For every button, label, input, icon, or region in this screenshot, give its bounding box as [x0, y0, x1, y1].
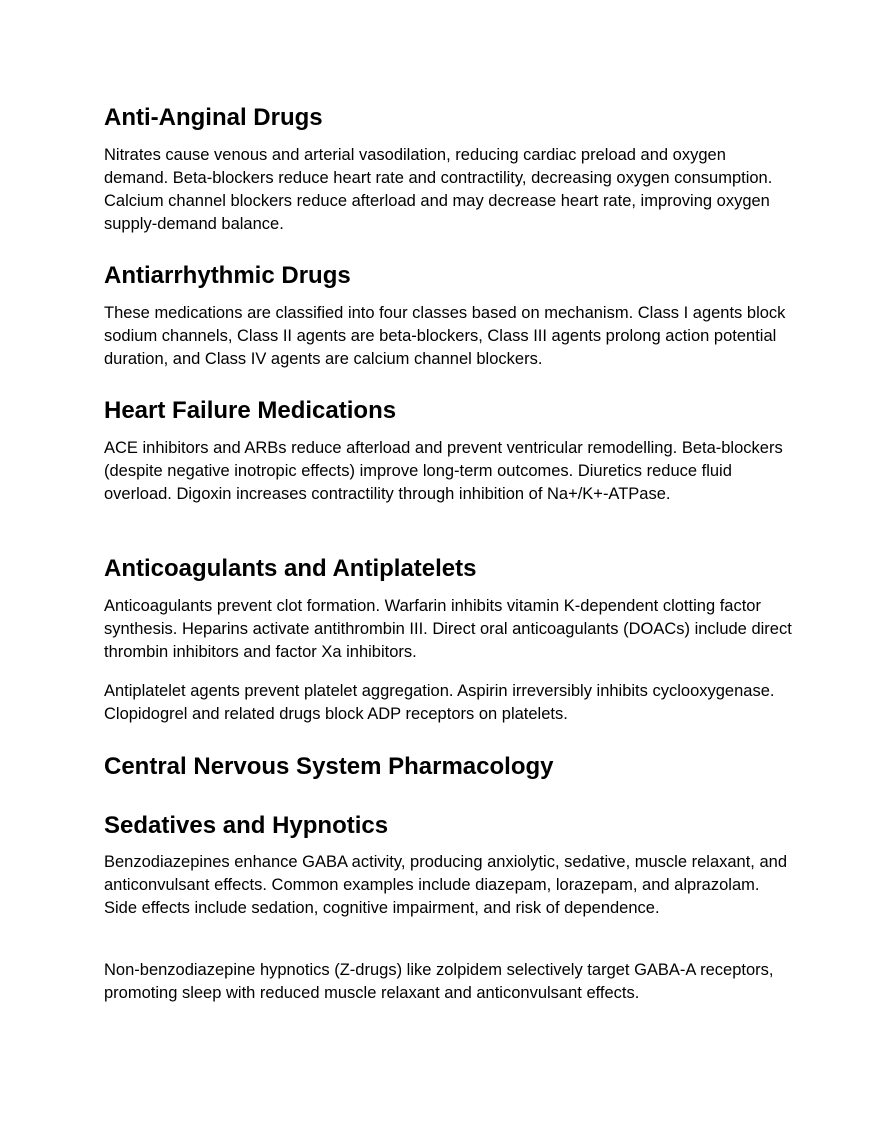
section-paragraph-heart-failure: ACE inhibitors and ARBs reduce afterload and prevent ventricular remodelling. Beta-blockers (despite negative inotropic effects) improve long-term outcomes. Diuretics reduce fluid overload. Digoxin increases contractility through inhibition of Na+/K+-ATPase. [104, 439, 783, 503]
section-paragraph-anticoagulants-2: Antiplatelet agents prevent platelet aggregation. Aspirin irreversibly inhibits cyclooxygenase. Clopidogrel and related drugs block ADP receptors on platelets. [104, 682, 775, 723]
section-heading-anti-anginal: Anti-Anginal Drugs [104, 104, 323, 131]
section-paragraph-anti-anginal: Nitrates cause venous and arterial vasodilation, reducing cardiac preload and oxygen demand. Beta-blockers reduce heart rate and contractility, decreasing oxygen consumption. Calcium channel blockers reduce afterload and may decrease heart rate, improving oxygen supply-demand balance. [104, 146, 773, 233]
section-heading-cns-pharmacology: Central Nervous System Pharmacology [104, 753, 554, 780]
section-heading-anticoagulants: Anticoagulants and Antiplatelets [104, 555, 477, 582]
section-paragraph-sedatives-2: Non-benzodiazepine hypnotics (Z-drugs) like zolpidem selectively target GABA-A receptors, promoting sleep with reduced muscle relaxant and anticonvulsant effects. [104, 961, 774, 1002]
section-paragraph-sedatives-1: Benzodiazepines enhance GABA activity, producing anxiolytic, sedative, muscle relaxant, and anticonvulsant effects. Common examples include diazepam, lorazepam, and alprazolam. Side effects include sedation, cognitive impairment, and risk of dependence. [104, 853, 788, 917]
section-paragraph-antiarrhythmic: These medications are classified into four classes based on mechanism. Class I agents block sodium channels, Class II agents are beta-blockers, Class III agents prolong action potential duration, and Class IV agents are calcium channel blockers. [104, 304, 786, 368]
section-heading-heart-failure: Heart Failure Medications [104, 397, 397, 424]
section-heading-antiarrhythmic: Antiarrhythmic Drugs [104, 262, 351, 289]
section-heading-sedatives: Sedatives and Hypnotics [104, 812, 389, 839]
section-paragraph-anticoagulants-1: Anticoagulants prevent clot formation. Warfarin inhibits vitamin K-dependent clotting factor synthesis. Heparins activate antithrombin III. Direct oral anticoagulants (DOACs) include direct thrombin inhibitors and factor Xa inhibitors. [104, 597, 792, 661]
